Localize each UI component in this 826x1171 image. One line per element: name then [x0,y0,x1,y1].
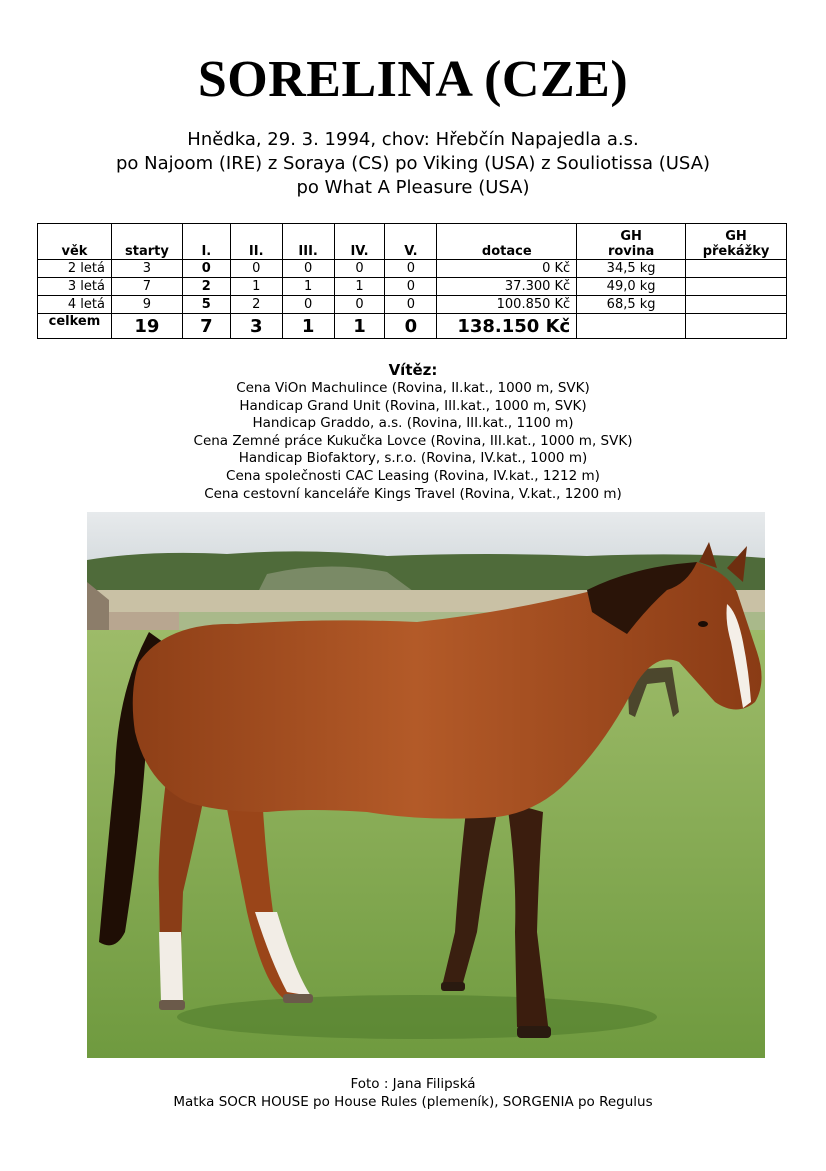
cell-total-prize: 138.150 Kč [437,314,577,339]
cell-gh-flat: 68,5 kg [577,296,686,314]
horse-shadow [177,995,657,1039]
col-age: věk [38,224,112,260]
cell-second: 2 [230,296,282,314]
cell-total-third: 1 [282,314,334,339]
info-line-pedigree: po Najoom (IRE) z Soraya (CS) po Viking (USA) z Souliotissa (USA) [115,153,711,174]
cell-fifth: 0 [385,296,437,314]
list-item: Cena cestovní kanceláře Kings Travel (Rovina, V.kat., 1200 m) [204,485,622,502]
list-item: Cena Zemné práce Kukučka Lovce (Rovina, III.kat., 1000 m, SVK) [193,432,633,449]
wins-list [0,380,826,503]
cell-gh-jump [686,260,787,278]
cell-starts: 7 [111,278,182,296]
page-title: SORELINA (CZE) [197,51,629,108]
cell-total-fourth: 1 [334,314,385,339]
cell-age: 4 letá [38,296,112,314]
cell-first: 2 [182,278,230,296]
cell-total-first: 7 [182,314,230,339]
cell-third: 0 [282,296,334,314]
cell-fifth: 0 [385,260,437,278]
table-row [38,260,787,278]
table-header-row [38,224,787,260]
winner-heading: Vítěz: [388,361,438,379]
col-second: II. [230,224,282,260]
hoof [283,994,313,1003]
photo-credit: Foto : Jana Filipská [350,1076,476,1092]
col-first: I. [182,224,230,260]
list-item: Cena ViOn Machulince (Rovina, II.kat., 1000 m, SVK) [236,380,590,396]
cell-age: 3 letá [38,278,112,296]
col-starts: starty [111,224,182,260]
cell-fourth: 1 [334,278,385,296]
col-gh-jump-line2: překážky [702,244,770,259]
list-item: Handicap Graddo, a.s. (Rovina, III.kat., 1100 m) [252,415,574,432]
cell-fifth: 0 [385,278,437,296]
cell-third: 1 [282,278,334,296]
cell-fourth: 0 [334,260,385,278]
info-line-pedigree-cont: po What A Pleasure (USA) [296,177,530,198]
cell-gh-jump [686,296,787,314]
col-third: III. [282,224,334,260]
table-total-row [38,314,787,339]
col-prize: dotace [437,224,577,260]
race-stats-table [37,223,787,339]
cell-starts: 3 [111,260,182,278]
cell-gh-jump [686,278,787,296]
cell-total-gh-jump [686,314,787,339]
cell-total-second: 3 [230,314,282,339]
cell-first: 5 [182,296,230,314]
cell-second: 0 [230,260,282,278]
hoof [517,1026,551,1038]
horse-photo-illustration [87,512,765,1058]
cell-prize: 37.300 Kč [437,278,577,296]
dam-note: Matka SOCR HOUSE po House Rules (plemeník), SORGENIA po Regulus [173,1094,653,1110]
list-item: Handicap Biofaktory, s.r.o. (Rovina, IV.kat., 1000 m) [238,450,588,467]
hind-sock-far [159,932,183,1002]
cell-prize: 100.850 Kč [437,296,577,314]
cell-gh-flat: 34,5 kg [577,260,686,278]
cell-third: 0 [282,260,334,278]
cell-second: 1 [230,278,282,296]
list-item: Cena společnosti CAC Leasing (Rovina, IV.kat., 1212 m) [226,467,600,484]
table-row [38,296,787,314]
col-gh-flat-line1: GH [620,229,642,244]
info-line-color-date-breeder: Hnědka, 29. 3. 1994, chov: Hřebčín Napajedla a.s. [187,129,639,150]
cell-total-gh-flat [577,314,686,339]
col-gh-flat [577,224,686,260]
cell-total-starts: 19 [111,314,182,339]
cell-age: 2 letá [38,260,112,278]
cell-prize: 0 Kč [437,260,577,278]
col-gh-jump [686,224,787,260]
cell-total-fifth: 0 [385,314,437,339]
hoof [159,1000,185,1010]
cell-starts: 9 [111,296,182,314]
col-fourth: IV. [334,224,385,260]
col-gh-jump-line1: GH [725,229,747,244]
cell-first: 0 [182,260,230,278]
list-item: Handicap Grand Unit (Rovina, III.kat., 1000 m, SVK) [239,397,587,414]
table-row [38,278,787,296]
col-gh-flat-line2: rovina [607,244,655,259]
horse-eye [698,621,708,627]
cell-total-label: celkem [38,314,112,339]
cell-fourth: 0 [334,296,385,314]
col-fifth: V. [385,224,437,260]
cell-gh-flat: 49,0 kg [577,278,686,296]
hoof [441,982,465,991]
horse-photo [87,512,765,1058]
